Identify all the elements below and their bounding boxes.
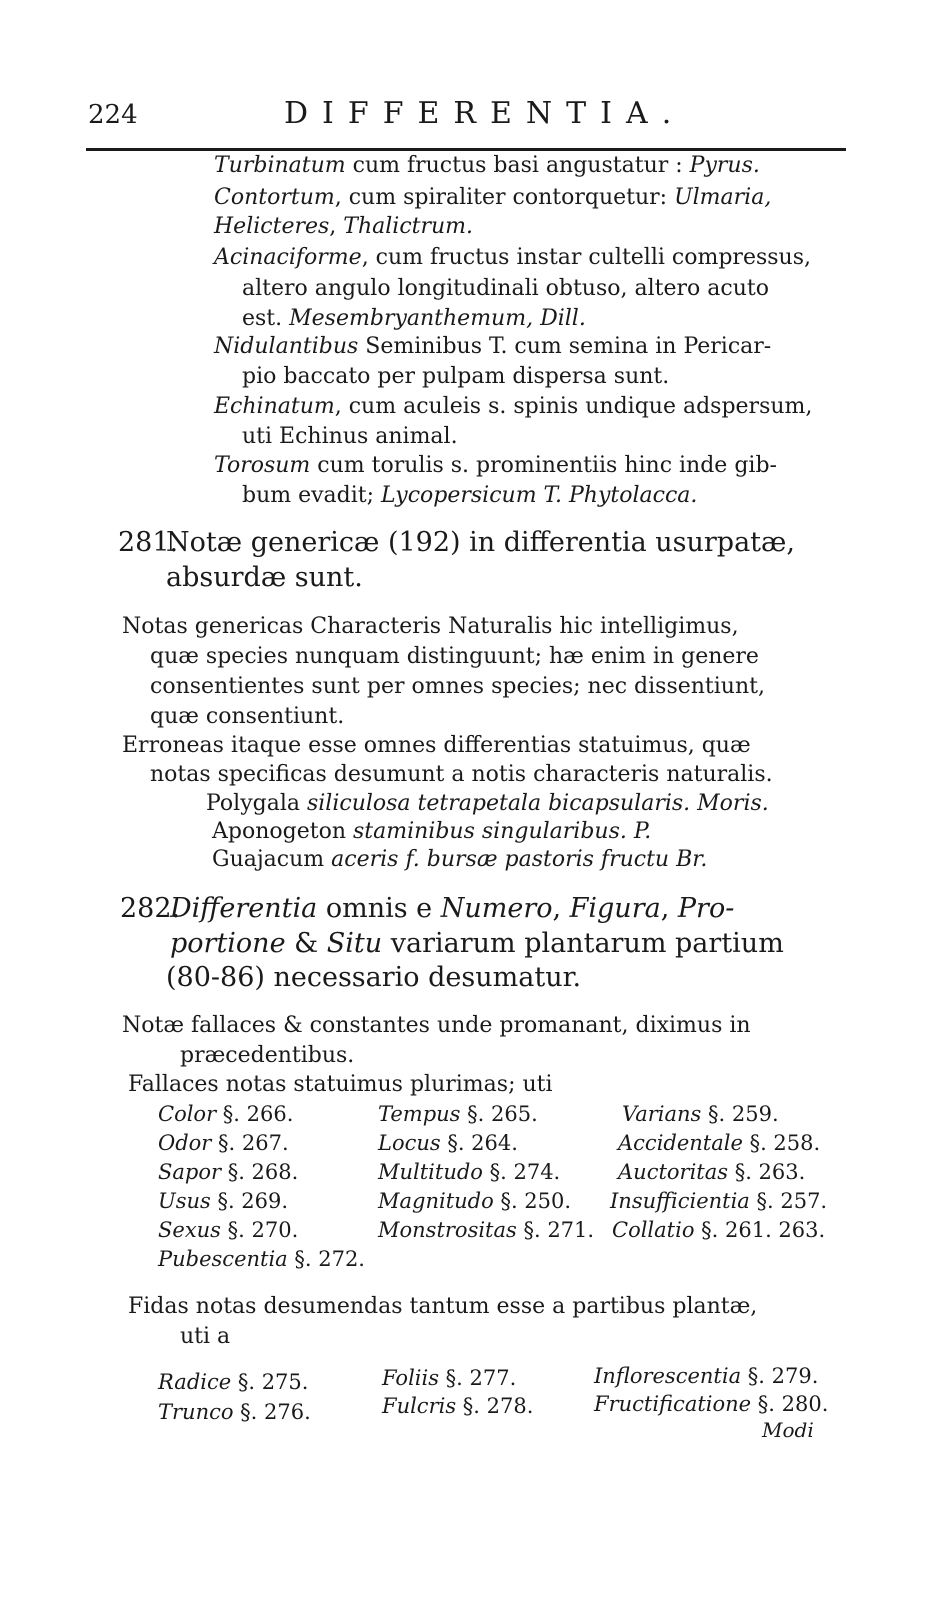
fida-entry: Radice §. 275. bbox=[158, 1370, 309, 1394]
fallax-entry: Pubescentia §. 272. bbox=[158, 1247, 365, 1271]
fruit-form-line: est. Mesembryanthemum, Dill. bbox=[242, 306, 586, 331]
paragraph-line: præcedentibus. bbox=[180, 1043, 355, 1068]
fallax-entry: Sexus §. 270. bbox=[158, 1218, 299, 1242]
catchword: Modi bbox=[762, 1418, 814, 1442]
paragraph-line: Fidas notas desumendas tantum esse a partibus plantæ, bbox=[128, 1294, 758, 1319]
header-rule bbox=[86, 148, 846, 151]
fida-entry: Fructificatione §. 280. bbox=[594, 1392, 829, 1416]
fallax-entry: Multitudo §. 274. bbox=[378, 1160, 561, 1184]
fida-entry: Foliis §. 277. bbox=[382, 1366, 517, 1390]
fida-entry: Trunco §. 276. bbox=[158, 1400, 311, 1424]
fallax-entry: Collatio §. 261. 263. bbox=[612, 1218, 826, 1242]
fruit-form-line: Turbinatum cum fructus basi angustatur : Pyrus. bbox=[214, 153, 760, 178]
fruit-form-line: bum evadit; Lycopersicum T. Phytolacca. bbox=[242, 483, 698, 508]
paragraph-line: consentientes sunt per omnes species; nec dissentiunt, bbox=[150, 674, 765, 699]
fallax-entry: Odor §. 267. bbox=[158, 1131, 289, 1155]
fruit-form-line: altero angulo longitudinali obtuso, altero acuto bbox=[242, 276, 769, 301]
section-282-heading-line: (80-86) necessario desumatur. bbox=[166, 962, 582, 993]
fida-entry: Inflorescentia §. 279. bbox=[594, 1364, 819, 1388]
section-282-heading-line: portione & Situ variarum plantarum partium bbox=[170, 928, 784, 959]
paragraph-line: uti a bbox=[180, 1324, 231, 1349]
paragraph-line: notas specificas desumunt a notis characteris naturalis. bbox=[150, 762, 773, 787]
fruit-form-line: Helicteres, Thalictrum. bbox=[214, 214, 474, 239]
fallax-entry: Magnitudo §. 250. bbox=[378, 1189, 572, 1213]
paragraph-line: Notæ fallaces & constantes unde promanant, diximus in bbox=[122, 1013, 751, 1038]
section-282-heading-line: Differentia omnis e Numero, Figura, Pro- bbox=[170, 893, 735, 924]
paragraph-line: quæ species nunquam distinguunt; hæ enim in genere bbox=[150, 644, 759, 669]
section-281-heading-line: absurdæ sunt. bbox=[166, 562, 363, 593]
fallax-entry: Sapor §. 268. bbox=[158, 1160, 299, 1184]
fruit-form-line: Echinatum, cum aculeis s. spinis undique adspersum, bbox=[214, 394, 813, 419]
fallax-entry: Locus §. 264. bbox=[378, 1131, 518, 1155]
fruit-form-line: uti Echinus animal. bbox=[242, 424, 458, 449]
fallax-entry: Varians §. 259. bbox=[622, 1102, 779, 1126]
fruit-form-line: Acinaciforme, cum fructus instar cultelli compressus, bbox=[214, 245, 811, 270]
fruit-form-line: Nidulantibus Seminibus T. cum semina in Pericar- bbox=[214, 334, 772, 359]
section-281-heading-line: Notæ genericæ (192) in differentia usurpatæ, bbox=[166, 527, 795, 558]
running-title: DIFFERENTIA. bbox=[284, 96, 686, 131]
fida-entry: Fulcris §. 278. bbox=[382, 1394, 534, 1418]
paragraph-line: Fallaces notas statuimus plurimas; uti bbox=[128, 1072, 553, 1097]
fallax-entry: Tempus §. 265. bbox=[378, 1102, 538, 1126]
fruit-form-line: Torosum cum torulis s. prominentiis hinc inde gib- bbox=[214, 453, 777, 478]
example-line: Guajacum aceris f. bursæ pastoris fructu Br. bbox=[212, 847, 708, 872]
section-282-number: 282. bbox=[120, 893, 181, 924]
paragraph-line: quæ consentiunt. bbox=[150, 704, 345, 729]
fallax-entry: Usus §. 269. bbox=[158, 1189, 289, 1213]
fallax-entry: Monstrositas §. 271. bbox=[378, 1218, 595, 1242]
fallax-entry: Color §. 266. bbox=[158, 1102, 294, 1126]
fallax-entry: Auctoritas §. 263. bbox=[618, 1160, 806, 1184]
example-line: Polygala siliculosa tetrapetala bicapsularis. Moris. bbox=[206, 791, 769, 816]
fallax-entry: Accidentale §. 258. bbox=[618, 1131, 821, 1155]
section-281-number: 281. bbox=[118, 527, 179, 558]
example-line: Aponogeton staminibus singularibus. P. bbox=[212, 819, 652, 844]
fruit-form-line: pio baccato per pulpam dispersa sunt. bbox=[242, 364, 670, 389]
fallax-entry: Insufficientia §. 257. bbox=[610, 1189, 828, 1213]
fruit-form-line: Contortum, cum spiraliter contorquetur: Ulmaria, bbox=[214, 185, 772, 210]
paragraph-line: Erroneas itaque esse omnes differentias statuimus, quæ bbox=[122, 733, 751, 758]
page-number: 224 bbox=[88, 100, 138, 130]
paragraph-line: Notas genericas Characteris Naturalis hic intelligimus, bbox=[122, 614, 739, 639]
